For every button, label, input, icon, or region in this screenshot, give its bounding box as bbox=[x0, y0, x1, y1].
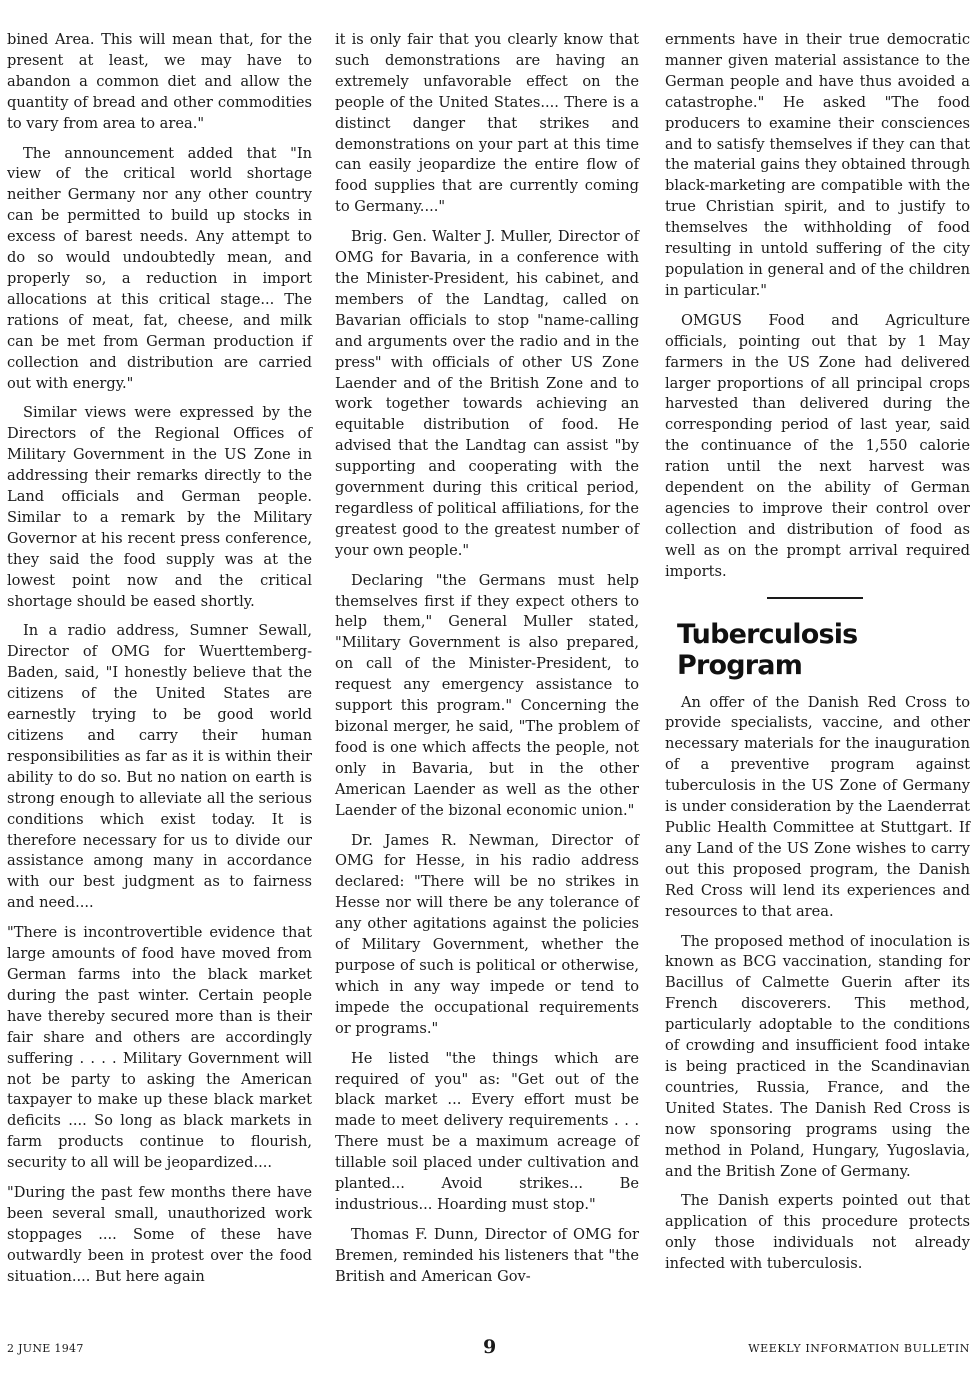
paragraph: Brig. Gen. Walter J. Muller, Director of OMG for Bavaria, in a conference with the Minister-President, his cabinet, and members of the Landtag, called on Bavarian officials to stop "name-calling and arguments over the radio and in the press" with officials of other US Zone Laender and of the British Zone and to work together towards achieving an equitable distribution of food. He advised that the Landtag can assist "by supporting and cooperating with the government during this critical period, regardless of political affiliations, for the greatest good to the greatest number of your own people." bbox=[335, 228, 639, 559]
paragraph: The proposed method of inoculation is known as BCG vaccination, standing for Bacillus of Calmette Guerin after its French discoverers. This method, particularly adoptable to the conditions of crowding and insufficient food intake is being practiced in the Scandinavian countries, Russia, France, and the United States. The Danish Red Cross is now sponsoring programs using the method in Poland, Hungary, Yugoslavia, and the British Zone of Germany. bbox=[665, 932, 970, 1180]
paragraph: Declaring "the Germans must help themselves first if they expect others to help them," General Muller stated, "Military Government is also prepared, on call of the Minister-President, to request any emergency assistance to support this program." Concerning the bizonal merger, he said, "The problem of food is one which affects the people, not only in Bavaria, but in the other American Laender as well as the other Laender of the bizonal economic union." bbox=[335, 571, 639, 819]
section-heading: Tuberculosis Program bbox=[677, 618, 858, 681]
footer-date: 2 JUNE 1947 bbox=[7, 1342, 84, 1355]
paragraph: An offer of the Danish Red Cross to provide specialists, vaccine, and other necessary materials for the inauguration of a preventive program against tuberculosis in the US Zone of Germany is under consideration by the Laenderrat Public Health Committee at Stuttgart. If any Land of the US Zone wishes to carry out this proposed program, the Danish Red Cross will lend its experiences and resources to that area. bbox=[665, 693, 970, 920]
paragraph: ernments have in their true democratic manner given material assistance to the German people and have thus avoided a catastrophe." He asked "The food producers to examine their consciences and to satisfy themselves if they can that the material gains they obtained through black-marketing are compatible with the true Christian spirit, and to justify to themselves the withholding of food resulting in untold suffering of the city population in general and of the children in particular." bbox=[665, 31, 970, 299]
paragraph: bined Area. This will mean that, for the present at least, we may have to abandon a common diet and allow the quantity of bread and other commodities to vary from area to area." bbox=[7, 31, 312, 132]
paragraph: "During the past few months there have been several small, unauthorized work stoppages .... Some of these have outwardly been in protest over the food situation.... But here again bbox=[7, 1184, 312, 1285]
text-column-1 bbox=[7, 30, 312, 1297]
page-footer bbox=[7, 1336, 970, 1366]
paragraph: "There is incontrovertible evidence that large amounts of food have moved from German farms into the black market during the past winter. Certain people have thereby secured more than is their fair share and others are accordingly suffering . . . . Military Government will not be party to asking the American taxpayer to make up these black market deficits .... So long as black markets in farm products continue to flourish, security to all will be jeopardized.... bbox=[7, 924, 312, 1172]
paragraph: He listed "the things which are required of you" as: "Get out of the black market ... Every effort must be made to meet delivery requirements . . . There must be a maximum acreage of tillable soil placed under cultivation and planted... Avoid strikes... Be industrious... Hoarding must stop." bbox=[335, 1049, 639, 1213]
page-number: 9 bbox=[483, 1336, 497, 1358]
paragraph: Dr. James R. Newman, Director of OMG for Hesse, in his radio address declared: "There will be no strikes in Hesse nor will there be any tolerance of any other agitations against the policies of Military Government, whether the purpose of such is political or otherwise, which in any way impede or tend to impede the occupational requirements or programs." bbox=[335, 831, 639, 1037]
paragraph: Similar views were expressed by the Directors of the Regional Offices of Military Government in the US Zone in addressing their remarks directly to the Land officials and German people. Similar to a remark by the Military Governor at his recent press conference, they said the food supply was at the lowest point now and the critical shortage should be eased shortly. bbox=[7, 404, 312, 610]
section-divider bbox=[767, 597, 863, 599]
paragraph: Thomas F. Dunn, Director of OMG for Bremen, reminded his listeners that "the British and American Gov- bbox=[335, 1225, 639, 1285]
paragraph: The Danish experts pointed out that application of this procedure protects only those individuals not already infected with tuberculosis. bbox=[665, 1192, 970, 1273]
footer-publication: WEEKLY INFORMATION BULLETIN bbox=[748, 1342, 970, 1355]
paragraph: it is only fair that you clearly know that such demonstrations are having an extremely unfavorable effect on the people of the United States.... There is a distinct danger that strikes and demonstrations on your part at this time can easily jeopardize the entire flow of food supplies that are currently coming to Germany...." bbox=[335, 31, 639, 216]
paragraph: OMGUS Food and Agriculture officials, pointing out that by 1 May farmers in the US Zone had delivered larger proportions of all principal crops harvested than delivered during the corresponding period of last year, said the continuance of the 1,550 calorie ration until the next harvest was dependent on the ability of German agencies to improve their control over collection and distribution of food as well as on the prompt arrival required imports. bbox=[665, 311, 970, 580]
text-column-2 bbox=[335, 30, 639, 1297]
text-column-3 bbox=[665, 30, 970, 1284]
paragraph: The announcement added that "In view of the critical world shortage neither Germany nor any other country can be permitted to build up stocks in excess of barest needs. Any attempt to do so would undoubtedly mean, and properly so, a reduction in import allocations at this critical stage... The rations of meat, fat, cheese, and milk can be met from German production if collection and distribution are carried out with energy." bbox=[7, 144, 312, 392]
paragraph: In a radio address, Sumner Sewall, Director of OMG for Wuerttemberg-Baden, said, "I honestly believe that the citizens of the United States are earnestly trying to be good world citizens and carry their human responsibilities as far as it is within their ability to do so. But no nation on earth is strong enough to alleviate all the serious conditions which exist today. It is therefore necessary for us to divide our assistance among many in accordance with our best judgment as to fairness and need.... bbox=[7, 622, 312, 912]
